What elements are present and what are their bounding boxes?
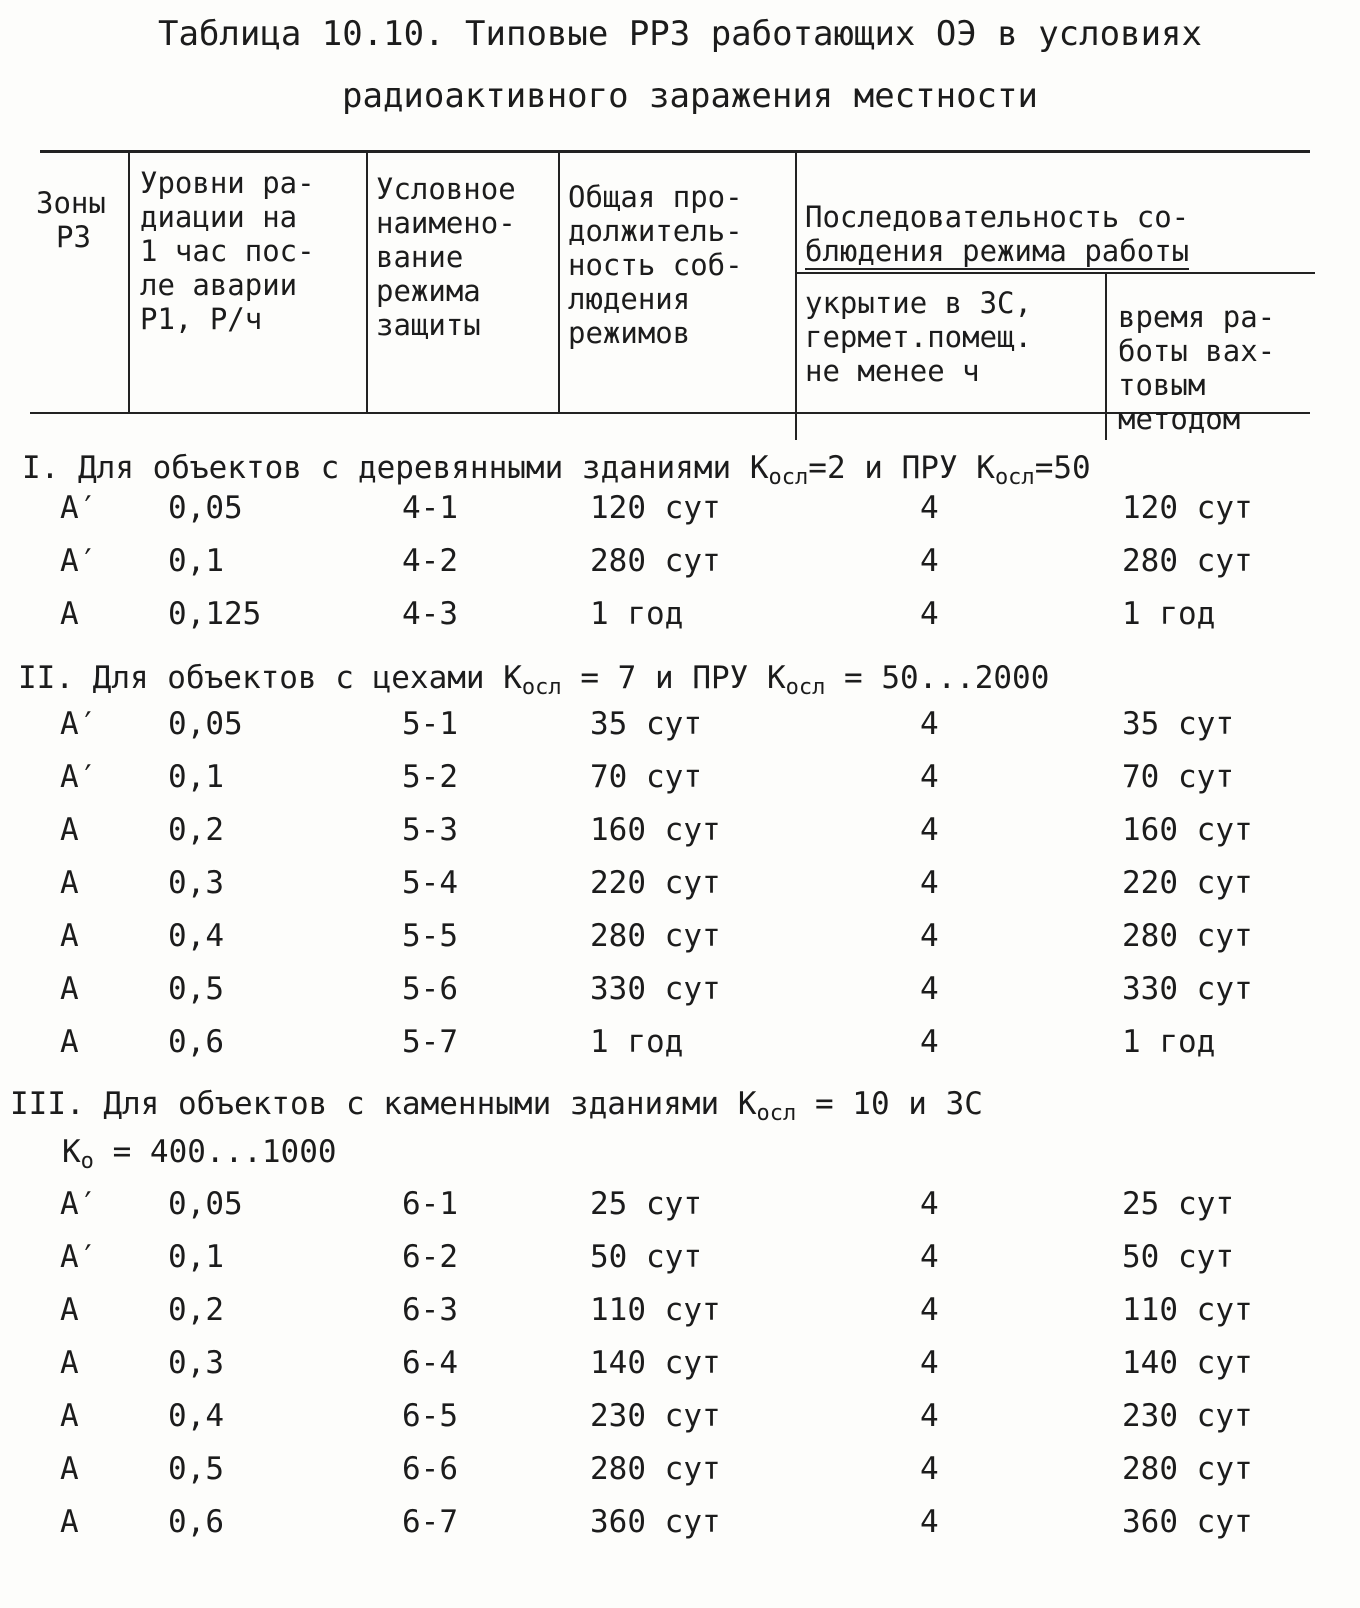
shelter-hours-cell: 4 <box>920 971 939 1007</box>
table-row <box>0 596 1360 648</box>
total-duration-cell: 50 сут <box>590 1239 702 1275</box>
col-divider-2 <box>366 150 368 412</box>
shelter-hours-cell: 4 <box>920 1292 939 1328</box>
shelter-hours-cell: 4 <box>920 1504 939 1540</box>
table-row <box>0 1451 1360 1503</box>
radiation-level-cell: 0,05 <box>168 1186 243 1222</box>
zone-cell: А <box>60 971 79 1007</box>
shelter-hours-cell: 4 <box>920 706 939 742</box>
section-3-heading-line-2: $К_о = 400...1000$ <box>62 1134 337 1174</box>
total-duration-cell: 230 сут <box>590 1398 721 1434</box>
shift-work-time-cell: 50 сут <box>1122 1239 1234 1275</box>
zone-cell: А <box>60 1345 79 1381</box>
col-divider-3 <box>558 150 560 412</box>
radiation-level-cell: 0,3 <box>168 865 224 901</box>
zone-cell: А′ <box>60 759 98 795</box>
total-duration-cell: 70 сут <box>590 759 702 795</box>
radiation-level-cell: 0,4 <box>168 1398 224 1434</box>
total-duration-cell: 110 сут <box>590 1292 721 1328</box>
shift-work-time-cell: 120 сут <box>1122 490 1253 526</box>
zone-cell: А <box>60 865 79 901</box>
zone-cell: А <box>60 1024 79 1060</box>
zone-cell: А <box>60 1398 79 1434</box>
zone-cell: А <box>60 1451 79 1487</box>
mode-code-cell: 6-6 <box>402 1451 458 1487</box>
zone-cell: А <box>60 812 79 848</box>
zone-cell: А <box>60 1292 79 1328</box>
shift-work-time-cell: 70 сут <box>1122 759 1234 795</box>
header-zones: Зоны РЗ <box>36 186 106 254</box>
table-row <box>0 1398 1360 1450</box>
shift-work-time-cell: 25 сут <box>1122 1186 1234 1222</box>
header-sequence: Последовательность со- блюдения режима работы <box>805 200 1190 268</box>
mode-code-cell: 6-1 <box>402 1186 458 1222</box>
zone-cell: А′ <box>60 1239 98 1275</box>
header-shift-work: время ра- боты вах- товым методом <box>1118 300 1276 436</box>
shift-work-time-cell: 140 сут <box>1122 1345 1253 1381</box>
total-duration-cell: 280 сут <box>590 1451 721 1487</box>
shelter-hours-cell: 4 <box>920 865 939 901</box>
shift-work-time-cell: 110 сут <box>1122 1292 1253 1328</box>
mode-code-cell: 5-4 <box>402 865 458 901</box>
radiation-level-cell: 0,1 <box>168 759 224 795</box>
col-divider-4 <box>795 150 797 440</box>
table-row <box>0 1186 1360 1238</box>
radiation-level-cell: 0,3 <box>168 1345 224 1381</box>
radiation-level-cell: 0,05 <box>168 706 243 742</box>
radiation-level-cell: 0,1 <box>168 543 224 579</box>
table-row <box>0 1239 1360 1291</box>
shelter-hours-cell: 4 <box>920 918 939 954</box>
mode-code-cell: 5-2 <box>402 759 458 795</box>
table-row <box>0 543 1360 595</box>
radiation-level-cell: 0,5 <box>168 1451 224 1487</box>
shift-work-time-cell: 160 сут <box>1122 812 1253 848</box>
mode-code-cell: 6-4 <box>402 1345 458 1381</box>
shelter-hours-cell: 4 <box>920 812 939 848</box>
mode-code-cell: 6-3 <box>402 1292 458 1328</box>
table-row <box>0 865 1360 917</box>
shelter-hours-cell: 4 <box>920 1398 939 1434</box>
total-duration-cell: 25 сут <box>590 1186 702 1222</box>
mode-code-cell: 6-5 <box>402 1398 458 1434</box>
total-duration-cell: 220 сут <box>590 865 721 901</box>
header-radiation-levels: Уровни ра- диации на 1 час пос- ле аварии P1, Р/ч <box>140 166 315 336</box>
mode-code-cell: 5-5 <box>402 918 458 954</box>
shift-work-time-cell: 1 год <box>1122 1024 1216 1060</box>
radiation-level-cell: 0,125 <box>168 596 262 632</box>
total-duration-cell: 1 год <box>590 1024 684 1060</box>
section-3-heading: III. Для объектов с каменными зданиями $К_{осл} = 10$ и ЗС <box>10 1086 983 1126</box>
radiation-level-cell: 0,1 <box>168 1239 224 1275</box>
section-2-heading: II. Для объектов с цехами $К_{осл} = 7$ и ПРУ $К_{осл} = 50...2000$ <box>18 660 1050 700</box>
shift-work-time-cell: 280 сут <box>1122 543 1253 579</box>
shelter-hours-cell: 4 <box>920 1239 939 1275</box>
shelter-hours-cell: 4 <box>920 1345 939 1381</box>
shift-work-time-cell: 220 сут <box>1122 865 1253 901</box>
radiation-level-cell: 0,6 <box>168 1504 224 1540</box>
mode-code-cell: 5-6 <box>402 971 458 1007</box>
total-duration-cell: 35 сут <box>590 706 702 742</box>
table-row <box>0 1024 1360 1076</box>
shift-work-time-cell: 280 сут <box>1122 918 1253 954</box>
mode-code-cell: 5-7 <box>402 1024 458 1060</box>
zone-cell: А′ <box>60 706 98 742</box>
shelter-hours-cell: 4 <box>920 1186 939 1222</box>
shelter-hours-cell: 4 <box>920 543 939 579</box>
header-top-rule <box>40 150 1310 153</box>
header-mode-name: Условное наимено- вание режима защиты <box>376 172 516 342</box>
zone-cell: А <box>60 596 79 632</box>
radiation-level-cell: 0,4 <box>168 918 224 954</box>
sequence-sub-rule <box>795 272 1315 274</box>
table-row <box>0 1504 1360 1556</box>
table-row <box>0 1345 1360 1397</box>
shelter-hours-cell: 4 <box>920 1024 939 1060</box>
shift-work-time-cell: 230 сут <box>1122 1398 1253 1434</box>
zone-cell: А′ <box>60 1186 98 1222</box>
zone-cell: А <box>60 918 79 954</box>
table-row <box>0 1292 1360 1344</box>
table-row <box>0 971 1360 1023</box>
mode-code-cell: 4-1 <box>402 490 458 526</box>
header-shelter: укрытие в ЗС, гермет.помещ. не менее ч <box>805 286 1032 388</box>
shift-work-time-cell: 360 сут <box>1122 1504 1253 1540</box>
total-duration-cell: 280 сут <box>590 543 721 579</box>
table-title-line-2: радиоактивного заражения местности <box>342 76 1038 116</box>
table-row <box>0 706 1360 758</box>
mode-code-cell: 6-2 <box>402 1239 458 1275</box>
shift-work-time-cell: 35 сут <box>1122 706 1234 742</box>
mode-code-cell: 4-2 <box>402 543 458 579</box>
table-row <box>0 918 1360 970</box>
zone-cell: А′ <box>60 543 98 579</box>
table-row <box>0 759 1360 811</box>
total-duration-cell: 160 сут <box>590 812 721 848</box>
shift-work-time-cell: 280 сут <box>1122 1451 1253 1487</box>
mode-code-cell: 5-3 <box>402 812 458 848</box>
total-duration-cell: 140 сут <box>590 1345 721 1381</box>
mode-code-cell: 5-1 <box>402 706 458 742</box>
total-duration-cell: 280 сут <box>590 918 721 954</box>
table-title-line-1: Таблица 10.10. Типовые РРЗ работающих ОЭ в условиях <box>158 14 1202 54</box>
shelter-hours-cell: 4 <box>920 1451 939 1487</box>
radiation-level-cell: 0,6 <box>168 1024 224 1060</box>
shift-work-time-cell: 330 сут <box>1122 971 1253 1007</box>
zone-cell: А <box>60 1504 79 1540</box>
total-duration-cell: 1 год <box>590 596 684 632</box>
total-duration-cell: 330 сут <box>590 971 721 1007</box>
radiation-level-cell: 0,2 <box>168 812 224 848</box>
radiation-level-cell: 0,05 <box>168 490 243 526</box>
shelter-hours-cell: 4 <box>920 596 939 632</box>
mode-code-cell: 6-7 <box>402 1504 458 1540</box>
col-divider-5 <box>1105 272 1107 440</box>
header-total-duration: Общая про- должитель- ность соб- людения режимов <box>568 180 743 350</box>
col-divider-1 <box>128 150 130 412</box>
zone-cell: А′ <box>60 490 98 526</box>
section-1-heading: I. Для объектов с деревянными зданиями $К_{осл}=2$ и ПРУ $К_{осл}=50$ <box>22 450 1091 490</box>
radiation-level-cell: 0,5 <box>168 971 224 1007</box>
shelter-hours-cell: 4 <box>920 490 939 526</box>
mode-code-cell: 4-3 <box>402 596 458 632</box>
shift-work-time-cell: 1 год <box>1122 596 1216 632</box>
shelter-hours-cell: 4 <box>920 759 939 795</box>
total-duration-cell: 360 сут <box>590 1504 721 1540</box>
total-duration-cell: 120 сут <box>590 490 721 526</box>
radiation-level-cell: 0,2 <box>168 1292 224 1328</box>
table-row <box>0 490 1360 542</box>
table-row <box>0 812 1360 864</box>
